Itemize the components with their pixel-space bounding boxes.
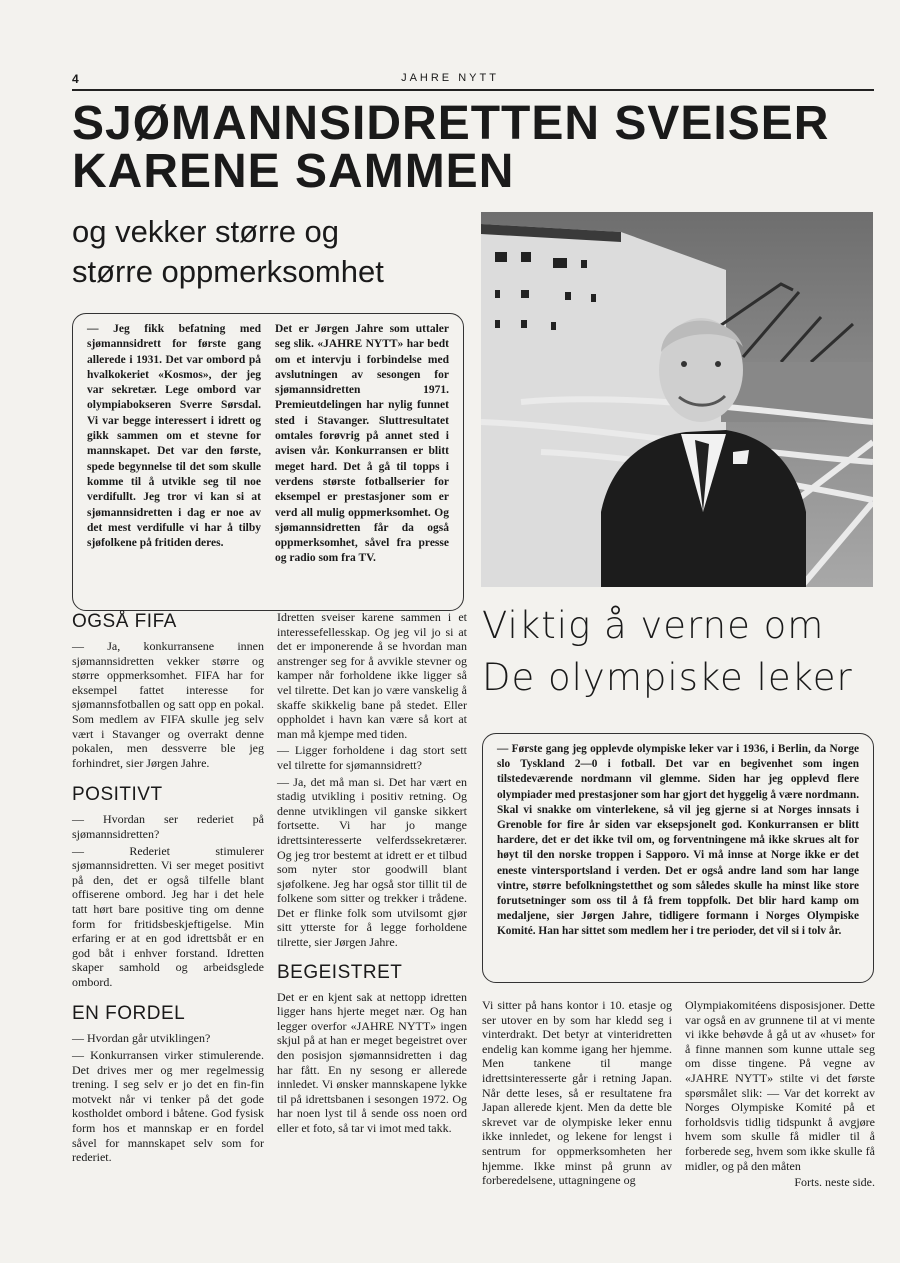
intro-right-column: Det er Jørgen Jahre som uttaler seg slik. «JAHRE NYTT» har bedt om et intervju i forbindelse med avslutningen av sesongen for sjømannsidretten 1971. Premieutdelingen har nylig funnet sted i Stavanger. Sluttresultatet omtales forøvrig på annet sted i avisen vår. Konkurransen er blitt meget hard. Det å gå til topps i verdens største fotballserier for eksempel er prestasjoner som er verd all mulig oppmerksomhet. Og sjømannsidretten får da også oppmerksomhet, såvel fra presse og radio som fra TV. bbox=[275, 323, 449, 565]
column-2 bbox=[277, 610, 467, 1138]
paragraph: — Rederiet stimulerer sjømannsidretten. Vi ser meget positivt på den, det er også tilfelle blant offiserene ombord. Jeg har i det hele tatt hørt bare positive ting om denne form for fritidsbeskjeftigelse. Min erfaring er at en god idrettsbåt er en god båt i enhver forstand. Idretten skaper samhold og arbeidsglede ombord. bbox=[72, 843, 264, 989]
column-3 bbox=[482, 998, 672, 1190]
intro-left-column: — Jeg fikk befatning med sjømannsidrett for første gang allerede i 1931. Det var ombord på hvalkokeriet «Kosmos», der jeg var sekretær. Lege ombord var olympiabokseren Sverre Sørsdal. Vi var begge interessert i idrett og gikk sammen om et stevne for mannskapet. Det var den første, spede begynnelse til det som skulle komme til å utvikle seg til noe verdifullt. Jeg tror vi kan si at sjømannsidretten i dag er noe av det mest verdifulle vi har å tilby sjøfolkene på fritiden deres. bbox=[87, 323, 261, 550]
second-title-line-1: Viktig å verne om bbox=[482, 604, 825, 647]
column-1 bbox=[72, 603, 264, 1167]
masthead: JAHRE NYTT bbox=[401, 72, 499, 84]
paragraph: Vi sitter på hans kontor i 10. etasje og ser utover en by som har kledd seg i vinterdrakt. Det betyr at vinteridretten endelig kan komme igang her hjemme. Men tankene til mange idrettsinteresserte går i retning Japan. Når dette leses, så er resultatene fra Japan allerede kjent. Men da dette ble skrevet var de olympiske leker ennu ikke innledet, og lekene for lengst i sentrum for oppmerksomheten her hjemme. Ikke minst på grunn av forberedelsene, uttagningene og bbox=[482, 998, 672, 1188]
paragraph: — Ligger forholdene i dag stort sett vel tilrette for sjømannsidrett? bbox=[277, 743, 467, 772]
olympic-intro-text: — Første gang jeg opplevde olympiske leker var i 1936, i Berlin, da Norge slo Tyskland 2—0 i fotball. Det var en begivenhet som ingen tilstedeværende nordmann vil glemme. Siden har jeg opplevd flere olympiader med prestasjoner som har gjort det hyggelig å være nordmann. Skal vi snakke om vinterlekene, så vil jeg gjerne si at Norges innsats i Grenoble for fire år siden var eksepsjonelt god. Konkurransen er blitt hardere, det er det ikke tvil om, og forventningene må ikke skrues alt for høyt til den norske troppen i Sapporo. Vi må innse at Norge ikke er det eneste vintersportsland i verden. Det er også andre land som har lange vintre, større befolkningstetthet og som således skulle ha minst like store forutsetninger som oss til å få frem toppfolk. Det blir hard kamp om medaljene, sier Jørgen Jahre, tidligere formann i Norges Olympiske Komité. Han har sittet som medlem her i tre perioder, det vil si i tolv år. bbox=[497, 743, 860, 938]
paragraph: Det er en kjent sak at nettopp idretten ligger hans hjerte meget nær. Og han legger overfor «JAHRE NYTT» ingen skjul på at han er meget begeistret over den posisjon sjømannsidretten i dag har fått. En ny sesong er allerede innledet. Vi ønsker mannskapene lykke til på idrettsbanen i sesongen 1972. Og har noen lyst til å sende oss noen ord eller et foto, så tar vi imot med takk. bbox=[277, 989, 467, 1135]
paragraph: Idretten sveiser karene sammen i et interessefellesskap. Og jeg vil jo si at det er imponerende å se hvordan man anstrenger seg for å avvikle stevner og kamper når forholdene ikke ligger så vel tilrette. Det kan jo være vanskelig å skaffe skikkelig bane på stedet. Eller oppholdet i havn kan være så kort at man må kjempe med tiden. bbox=[277, 610, 467, 741]
paragraph: — Hvordan går utviklingen? bbox=[72, 1031, 211, 1046]
photo-jorgen-jahre-at-ship bbox=[481, 212, 873, 587]
paragraph: — Konkurransen virker stimulerende. Det drives mer og mer regelmessig trening. I seg selv er jo det en fin-fin motvekt når vi tenker på det gode kostholdet ombord i båtene. God fysisk form hos et mannskap er en fordel såvel for mannskapet selv som for rederiet. bbox=[72, 1048, 264, 1165]
headline-line-2: KARENE SAMMEN bbox=[72, 145, 515, 198]
header-rule bbox=[72, 89, 874, 91]
intro-box bbox=[72, 313, 464, 611]
paragraph: — Ja, det må man si. Det har vært en stadig utvikling i positiv retning. Og denne utviklingen vil ganske sikkert fortsette. Vi har jo mange idrettsinteresserte velferdssekretærer. Og jeg tror bestemt at idrett er et tilbud som nyter stor goodwill blant sjøfolkene. Jeg har også stor tillit til de folkene som sitter og trekker i trådene. Det er flinke folk som utvilsomt gjør sitt ytterste for å legge forholdene tilrette, sier Jørgen Jahre. bbox=[277, 774, 467, 950]
heading-begeistret: BEGEISTRET bbox=[277, 961, 403, 983]
subheadline-line-2: større oppmerksomhet bbox=[72, 254, 384, 289]
subheadline bbox=[72, 212, 492, 292]
continued-next-page: Forts. neste side. bbox=[794, 1175, 875, 1190]
page-number: 4 bbox=[72, 72, 79, 86]
heading-en-fordel: EN FORDEL bbox=[72, 1003, 186, 1025]
paragraph: — Ja, konkurransene innen sjømannsidretten vekker større og større oppmerksomhet. FIFA har for eksempel fattet interesse for sjømannsfotballen og satt opp en pokal. Som medlem av FIFA skulle jeg selv vært i Stavanger og overrakt denne pokalen, men dessverre ble jeg forhindret, sier Jørgen Jahre. bbox=[72, 639, 264, 770]
second-title-line-2: De olympiske leker bbox=[482, 656, 853, 699]
paragraph: — Hvordan ser rederiet på sjømannsidretten? bbox=[72, 812, 264, 841]
heading-positivt: POSITIVT bbox=[72, 784, 163, 806]
headline-line-1: SJØMANNSIDRETTEN SVEISER bbox=[72, 97, 830, 150]
column-4 bbox=[685, 998, 875, 1190]
second-article-title bbox=[482, 600, 882, 704]
paragraph: Olympiakomitéens disposisjoner. Dette var også en av grunnene til at vi mente vi ikke behøvde å gå ut av «huset» for å finne mannen som kunne uttale seg om disse tingene. På vegne av «JAHRE NYTT» stilte vi det første spørsmålet slik: — Var det korrekt av Norges Olympiske Komité på et forholdsvis tidlig tidspunkt å avgjøre hvem som skulle få midler til å forberede seg, hvem som ikke skulle få midler, og på den måten bbox=[685, 998, 875, 1173]
olympic-intro-box bbox=[482, 733, 874, 983]
heading-ogsa-fifa: OGSÅ FIFA bbox=[72, 611, 177, 632]
headline bbox=[72, 97, 882, 198]
subheadline-line-1: og vekker større og bbox=[72, 214, 340, 249]
